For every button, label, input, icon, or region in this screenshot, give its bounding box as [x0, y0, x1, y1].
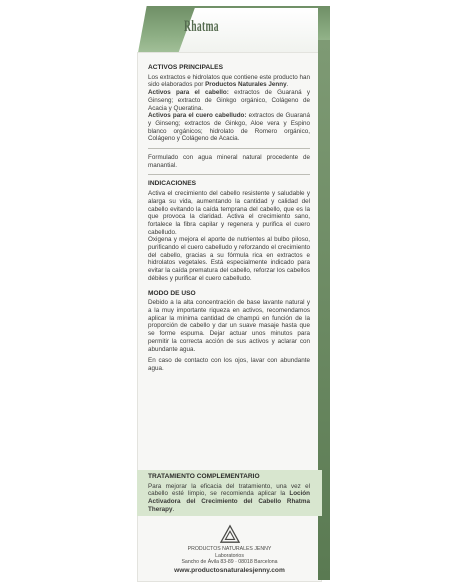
company-address: Sancho de Ávila 83-89 · 08018 Barcelona	[181, 559, 278, 566]
maker-name: Productos Naturales Jenny	[205, 81, 287, 89]
company-name: PRODUCTOS NATURALES JENNY	[187, 546, 272, 552]
activos-intro: Los extractos e hidrolatos que contiene este producto han sido elaborados por Productos Naturales Jenny.	[148, 73, 310, 89]
divider	[148, 148, 310, 149]
activos-heading: ACTIVOS PRINCIPALES	[148, 64, 223, 71]
indicaciones-p1: Activa el crecimiento del cabello resistente y saludable y alarga su vida, aumentando la cantidad y calidad del cabello evitando la caída temprana del cabello, que es la que provoca la claridad. Activa el crecimiento sano, fortalece la fibra capilar y regenera y purifica el cuero cabelludo.	[148, 190, 310, 236]
label-footer	[137, 520, 322, 582]
tratamiento-block	[148, 473, 310, 514]
brand-logo: Rhatma	[184, 18, 219, 35]
activos-cabello: Activos para el cabello: extractos de Guaraná y Ginseng; extracto de Ginkgo orgánico, Colágeno de Acacia y Queratina.	[148, 89, 311, 112]
tratamiento-text: Para mejorar la eficacia del tratamiento, una vez el cabello esté limpio, se recomienda aplicar la Loción Activadora del Crecimiento del Cabello Rhatma Therapy.	[148, 482, 310, 513]
tratamiento-heading: TRATAMIENTO COMPLEMENTARIO	[148, 473, 260, 480]
label-text	[148, 64, 310, 373]
indicaciones-p2: Oxigena y mejora el aporte de nutrientes al bulbo piloso, purificando el cuero cabelludo y reforzando el crecimiento del cabello, gracias a su fórmula rica en extractos e hidrolatos vegetales. Está especialmente indicado para evitar la caída prematura del cabello, reforzar los cabellos débiles y purificar el cuero cabelludo.	[148, 236, 310, 282]
activos-cuero: Activos para el cuero cabelludo: extractos de Guaraná y Ginseng; extractos de Ginkgo, Aloe vera y Espino blanco orgánicos; hidrolato de Romero orgánico, Colágeno y Colágeno de Acacia.	[148, 112, 310, 143]
modo-p2: En caso de contacto con los ojos, lavar con abundante agua.	[148, 357, 310, 372]
formulado-text: Formulado con agua mineral natural procedente de manantial.	[148, 154, 310, 169]
modo-p1: Debido a la alta concentración de base lavante natural y a la muy importante riqueza en activos, recomendamos aplicar la mínima cantidad de champú en función de la proporción de cabello y dar un suave masaje hasta que se forme espuma. Dejar actuar unos minutos para permitir la correcta acción de sus activos y aclarar con abundante agua.	[148, 299, 310, 353]
modo-heading: MODO DE USO	[148, 289, 196, 297]
company-url: www.productosnaturalesjenny.com	[174, 566, 285, 574]
indicaciones-heading: INDICACIONES	[148, 180, 196, 188]
divider	[148, 174, 310, 175]
recycle-icon	[219, 524, 241, 544]
company-sub: Laboratorios	[215, 552, 244, 559]
